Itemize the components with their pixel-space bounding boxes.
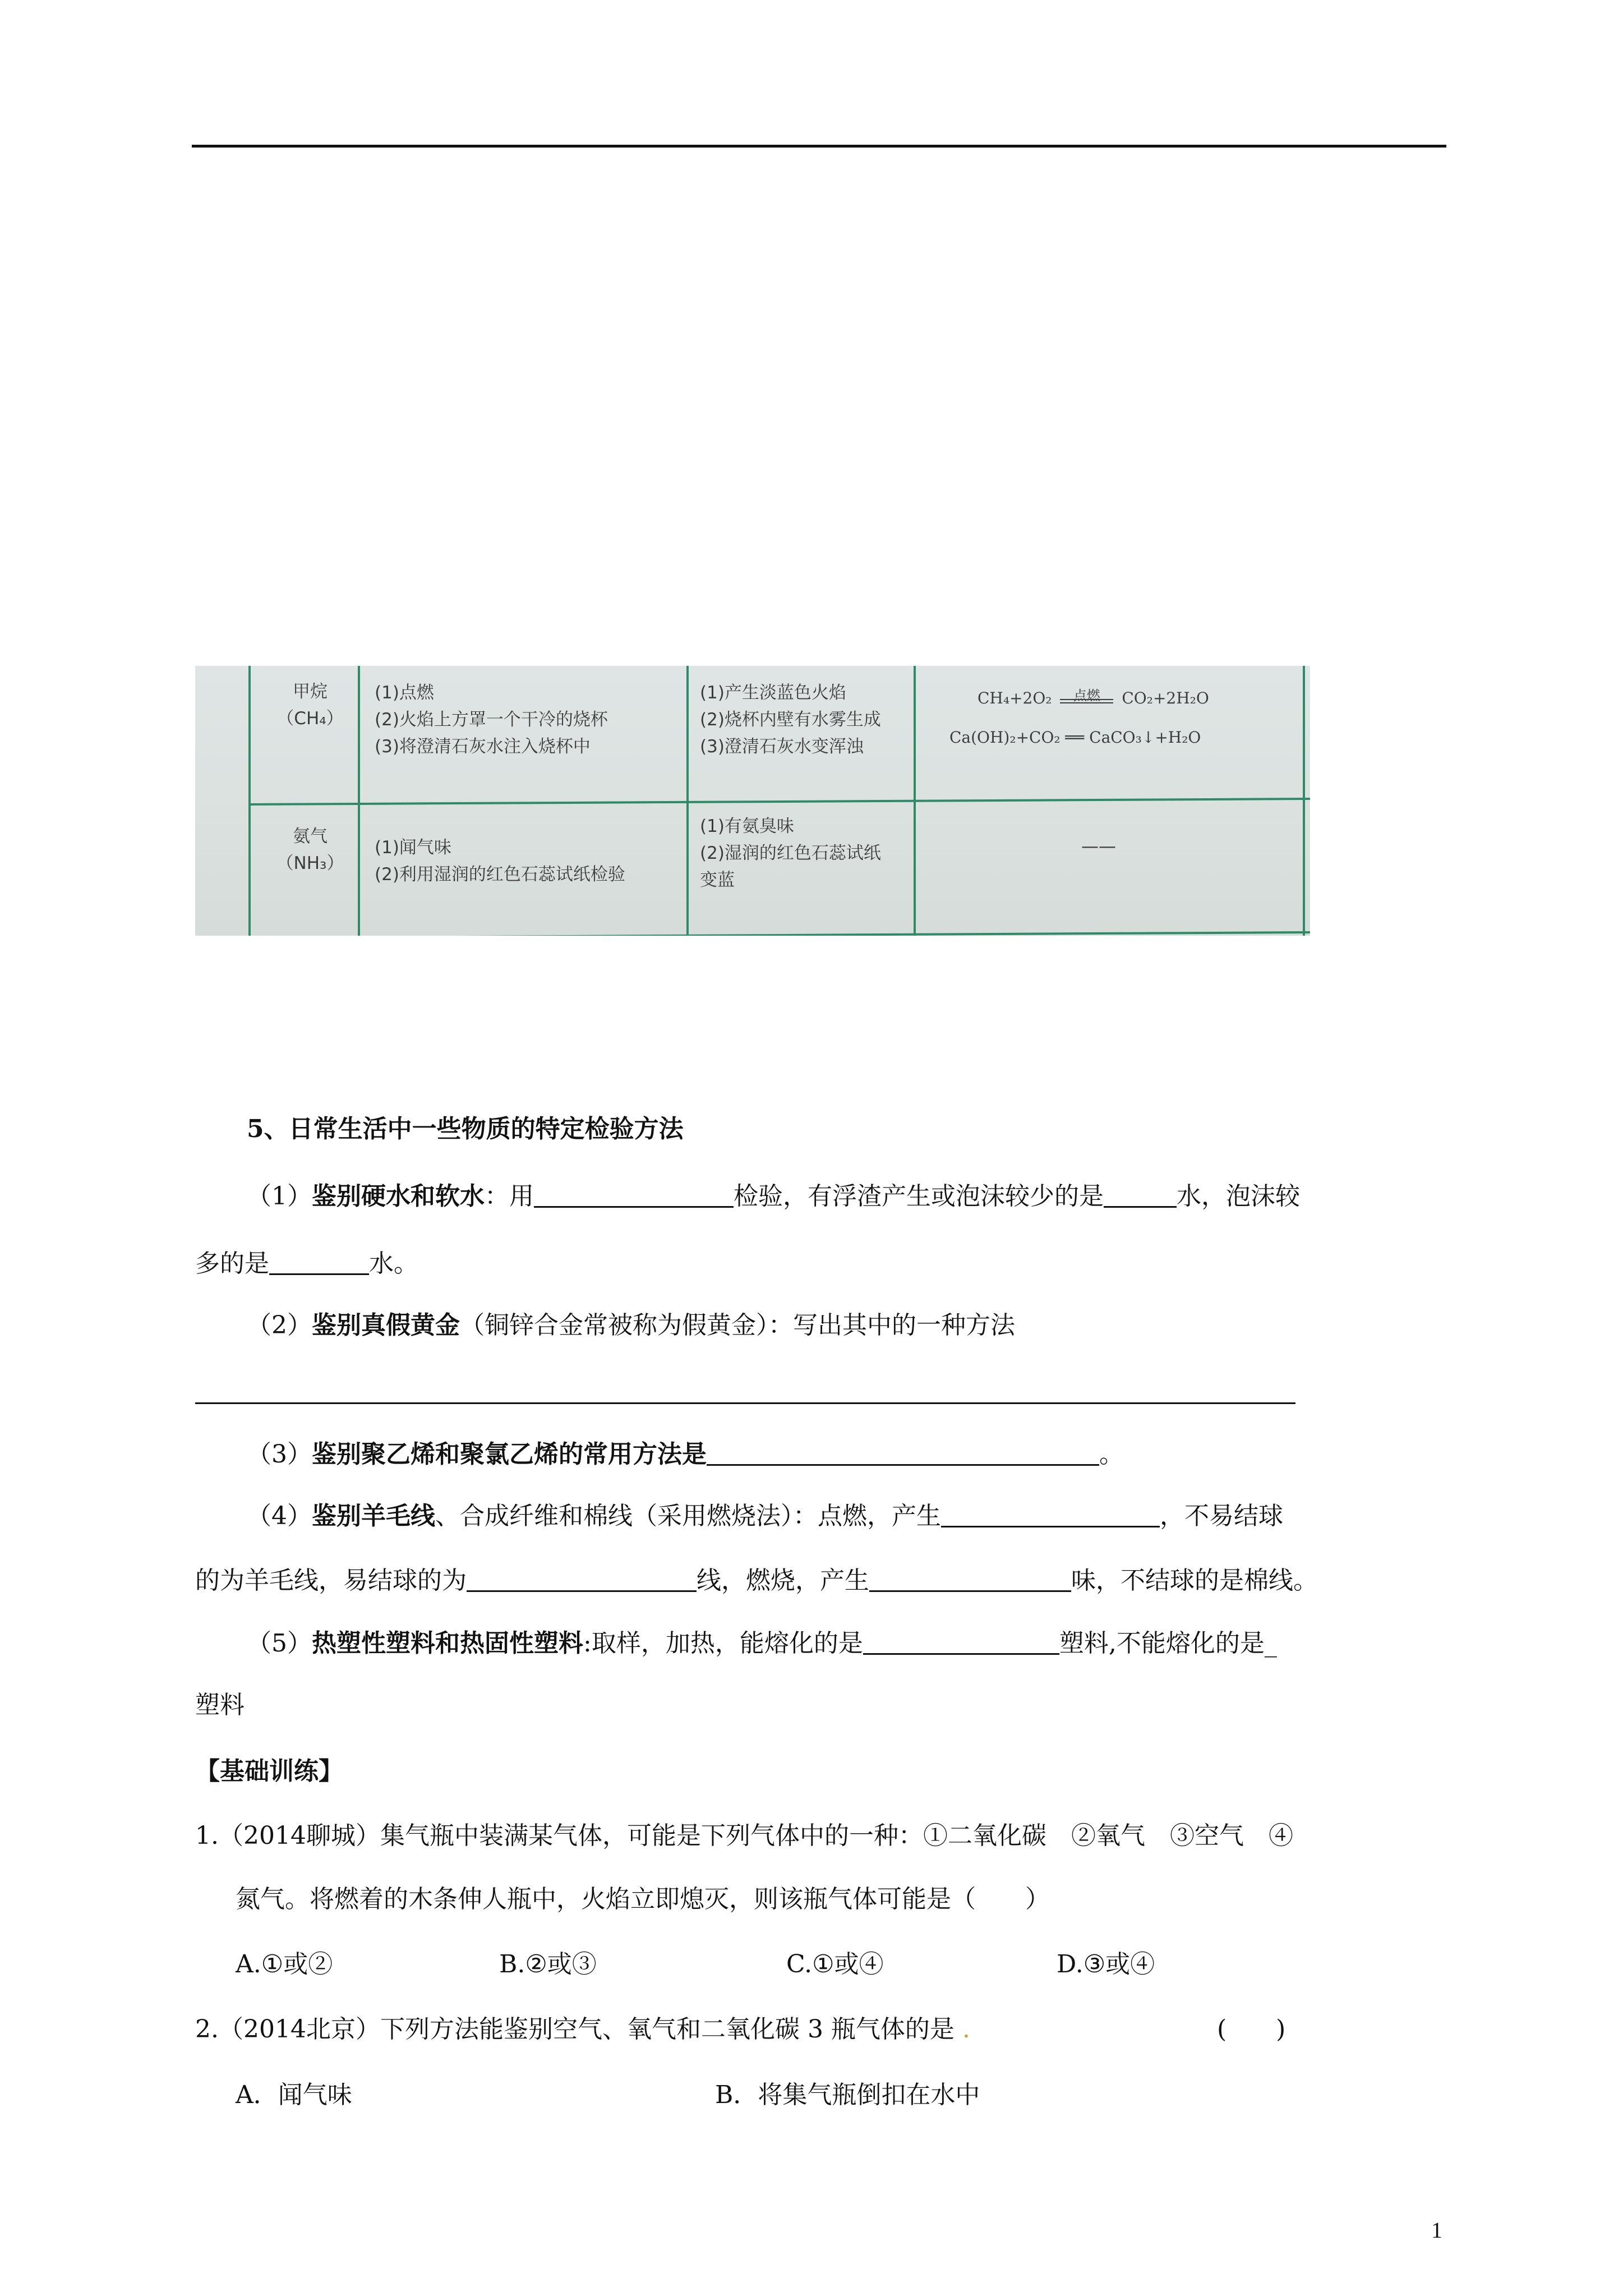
question-5-4: （4）鉴别羊毛线、合成纤维和棉线（采用燃烧法）：点燃，产生 ，不易结球 (247, 1502, 1283, 1530)
question-5-5: （5）热塑性塑料和热固性塑料:取样，加热，能熔化的是 塑料,不能熔化的是_ (247, 1629, 1277, 1658)
table-row-divider (248, 798, 1310, 806)
answer-blank[interactable] (534, 1181, 734, 1208)
table-row-ammonia-equation: —— (1081, 836, 1116, 857)
header-rule (192, 145, 1446, 148)
answer-blank[interactable] (467, 1566, 697, 1592)
answer-blank[interactable] (1104, 1181, 1177, 1208)
training-question-1-options (236, 1948, 1155, 1981)
question-5-4-continued: 的为羊毛线，易结球的为 线，燃烧，产生 味，不结球的是棉线。 (195, 1566, 1318, 1595)
table-divider-1 (358, 666, 360, 936)
training-question-1-continued: 氮气。将燃着的木条伸人瓶中，火焰立即熄灭，则该瓶气体可能是（ ） (236, 1885, 1050, 1913)
table-row-ammonia-name: 氨气 （NH₃） (276, 826, 344, 873)
answer-blank[interactable] (269, 1249, 369, 1275)
table-row-methane-methods: (1)点燃 (2)火焰上方罩一个干冷的烧杯 (3)将澄清石灰水注入烧杯中 (375, 683, 608, 757)
table-row-ammonia-methods: (1)闻气味 (2)利用湿润的红色石蕊试纸检验 (375, 838, 625, 885)
table-border-left (248, 666, 251, 936)
option-c[interactable]: C.①或④ (786, 1950, 884, 1978)
option-b[interactable]: B．将集气瓶倒扣在水中 (715, 2081, 980, 2109)
table-row-ammonia-phenomena: (1)有氨臭味 (2)湿润的红色石蕊试纸 变蓝 (700, 816, 881, 890)
answer-blank[interactable] (869, 1566, 1071, 1592)
table-photo (195, 666, 1310, 936)
option-a[interactable]: A.①或② (236, 1950, 333, 1978)
option-b[interactable]: B.②或③ (499, 1950, 597, 1978)
page-number: 1 (1431, 2217, 1442, 2243)
answer-blank[interactable] (707, 1439, 1099, 1466)
option-a[interactable]: A．闻气味 (236, 2081, 352, 2109)
table-row-methane-phenomena: (1)产生淡蓝色火焰 (2)烧杯内壁有水雾生成 (3)澄清石灰水变浑浊 (700, 683, 881, 757)
section-5-heading: 5、日常生活中一些物质的特定检验方法 (247, 1115, 684, 1143)
question-5-3: （3）鉴别聚乙烯和聚氯乙烯的常用方法是 。 (247, 1440, 1124, 1469)
table-row-methane-equations: CH₄+2O₂ 点燃 CO₂+2H₂O Ca(OH)₂+CO₂ ══ CaCO₃↓+H₂O (949, 688, 1209, 747)
table-border-bottom (248, 931, 1310, 936)
training-question-2: 2.（2014北京）下列方法能鉴别空气、氧气和二氧化碳 3 瓶气体的是 . (195, 2015, 970, 2044)
option-d[interactable]: D.③或④ (1057, 1950, 1155, 1978)
table-row-methane-name: 甲烷 （CH₄） (276, 682, 344, 729)
question-5-1-continued: 多的是 水。 (195, 1249, 418, 1278)
answer-line[interactable] (195, 1402, 1295, 1404)
training-question-2-options (236, 2078, 980, 2112)
question-5-1: （1）鉴别硬水和软水：用 检验，有浮渣产生或泡沫较少的是 水，泡沫较 (247, 1182, 1300, 1211)
answer-parentheses[interactable]: ( ) (1217, 2015, 1286, 2044)
answer-blank[interactable] (941, 1501, 1160, 1527)
basic-training-heading: 【基础训练】 (195, 1757, 343, 1786)
training-question-1: 1.（2014聊城）集气瓶中装满某气体，可能是下列气体中的一种：①二氧化碳 ②氧气 ③空气 ④ (195, 1821, 1293, 1850)
question-5-2: （2）鉴别真假黄金（铜锌合金常被称为假黄金）：写出其中的一种方法 (247, 1311, 1015, 1340)
question-5-5-continued: 塑料 (195, 1691, 245, 1719)
answer-blank[interactable] (863, 1628, 1059, 1655)
